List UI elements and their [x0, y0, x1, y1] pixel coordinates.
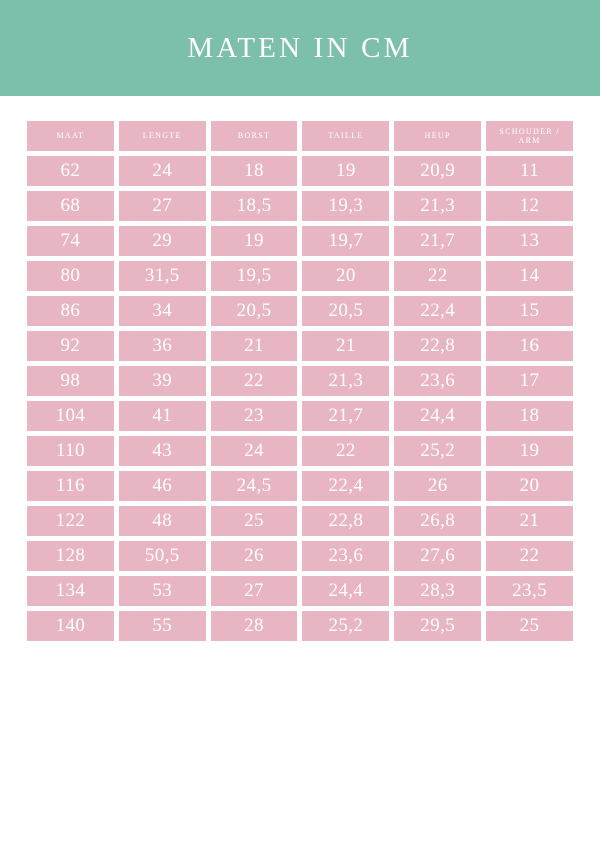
cell-taille: 24,4	[302, 576, 389, 606]
cell-lengte: 36	[119, 331, 206, 361]
cell-lengte: 53	[119, 576, 206, 606]
cell-maat: 116	[27, 471, 114, 501]
table-header	[27, 121, 573, 151]
cell-schouder-arm: 12	[486, 191, 573, 221]
cell-heup: 23,6	[394, 366, 481, 396]
cell-lengte: 24	[119, 156, 206, 186]
cell-heup: 22,4	[394, 296, 481, 326]
cell-heup: 22	[394, 261, 481, 291]
cell-borst: 20,5	[211, 296, 298, 326]
cell-maat: 74	[27, 226, 114, 256]
size-table-container	[0, 96, 600, 646]
cell-lengte: 27	[119, 191, 206, 221]
cell-schouder-arm: 13	[486, 226, 573, 256]
cell-schouder-arm: 25	[486, 611, 573, 641]
cell-heup: 26,8	[394, 506, 481, 536]
cell-borst: 22	[211, 366, 298, 396]
cell-schouder-arm: 15	[486, 296, 573, 326]
cell-lengte: 29	[119, 226, 206, 256]
cell-borst: 27	[211, 576, 298, 606]
cell-heup: 29,5	[394, 611, 481, 641]
cell-taille: 25,2	[302, 611, 389, 641]
cell-taille: 19,3	[302, 191, 389, 221]
cell-maat: 80	[27, 261, 114, 291]
cell-maat: 140	[27, 611, 114, 641]
column-header-schouder-arm: SCHOUDER / ARM	[486, 121, 573, 151]
cell-lengte: 55	[119, 611, 206, 641]
cell-maat: 110	[27, 436, 114, 466]
table-row	[27, 576, 573, 606]
cell-schouder-arm: 23,5	[486, 576, 573, 606]
cell-heup: 24,4	[394, 401, 481, 431]
cell-taille: 19,7	[302, 226, 389, 256]
cell-maat: 122	[27, 506, 114, 536]
header-band	[0, 0, 600, 96]
cell-taille: 22,8	[302, 506, 389, 536]
cell-maat: 62	[27, 156, 114, 186]
cell-heup: 25,2	[394, 436, 481, 466]
cell-schouder-arm: 18	[486, 401, 573, 431]
cell-borst: 24,5	[211, 471, 298, 501]
cell-taille: 20,5	[302, 296, 389, 326]
table-row	[27, 296, 573, 326]
table-row	[27, 156, 573, 186]
cell-heup: 22,8	[394, 331, 481, 361]
cell-lengte: 34	[119, 296, 206, 326]
cell-lengte: 48	[119, 506, 206, 536]
cell-borst: 28	[211, 611, 298, 641]
cell-taille: 19	[302, 156, 389, 186]
cell-borst: 18,5	[211, 191, 298, 221]
table-row	[27, 226, 573, 256]
cell-taille: 21	[302, 331, 389, 361]
cell-maat: 92	[27, 331, 114, 361]
cell-lengte: 31,5	[119, 261, 206, 291]
cell-maat: 98	[27, 366, 114, 396]
column-header-borst: BORST	[211, 121, 298, 151]
cell-heup: 28,3	[394, 576, 481, 606]
cell-lengte: 50,5	[119, 541, 206, 571]
cell-taille: 21,3	[302, 366, 389, 396]
cell-schouder-arm: 16	[486, 331, 573, 361]
cell-heup: 26	[394, 471, 481, 501]
cell-borst: 26	[211, 541, 298, 571]
table-row	[27, 366, 573, 396]
cell-heup: 21,7	[394, 226, 481, 256]
cell-borst: 18	[211, 156, 298, 186]
cell-schouder-arm: 14	[486, 261, 573, 291]
cell-lengte: 43	[119, 436, 206, 466]
cell-maat: 104	[27, 401, 114, 431]
cell-maat: 68	[27, 191, 114, 221]
table-row	[27, 191, 573, 221]
table-row	[27, 471, 573, 501]
table-row	[27, 401, 573, 431]
cell-borst: 21	[211, 331, 298, 361]
cell-heup: 20,9	[394, 156, 481, 186]
cell-maat: 134	[27, 576, 114, 606]
table-header-row	[27, 121, 573, 151]
cell-borst: 23	[211, 401, 298, 431]
column-header-heup: HEUP	[394, 121, 481, 151]
cell-taille: 22	[302, 436, 389, 466]
page-title: MATEN IN CM	[187, 31, 413, 64]
cell-borst: 24	[211, 436, 298, 466]
table-row	[27, 436, 573, 466]
cell-schouder-arm: 17	[486, 366, 573, 396]
table-row	[27, 541, 573, 571]
column-header-maat: MAAT	[27, 121, 114, 151]
cell-schouder-arm: 19	[486, 436, 573, 466]
table-body	[27, 156, 573, 641]
cell-taille: 22,4	[302, 471, 389, 501]
cell-lengte: 41	[119, 401, 206, 431]
column-header-taille: TAILLE	[302, 121, 389, 151]
table-row	[27, 331, 573, 361]
cell-taille: 21,7	[302, 401, 389, 431]
cell-schouder-arm: 22	[486, 541, 573, 571]
cell-borst: 19	[211, 226, 298, 256]
cell-lengte: 39	[119, 366, 206, 396]
cell-schouder-arm: 20	[486, 471, 573, 501]
cell-lengte: 46	[119, 471, 206, 501]
cell-maat: 128	[27, 541, 114, 571]
column-header-lengte: LENGTE	[119, 121, 206, 151]
cell-taille: 20	[302, 261, 389, 291]
cell-maat: 86	[27, 296, 114, 326]
cell-taille: 23,6	[302, 541, 389, 571]
cell-borst: 25	[211, 506, 298, 536]
cell-heup: 21,3	[394, 191, 481, 221]
cell-heup: 27,6	[394, 541, 481, 571]
table-row	[27, 611, 573, 641]
cell-borst: 19,5	[211, 261, 298, 291]
table-row	[27, 506, 573, 536]
cell-schouder-arm: 11	[486, 156, 573, 186]
table-row	[27, 261, 573, 291]
size-table	[22, 116, 578, 646]
cell-schouder-arm: 21	[486, 506, 573, 536]
